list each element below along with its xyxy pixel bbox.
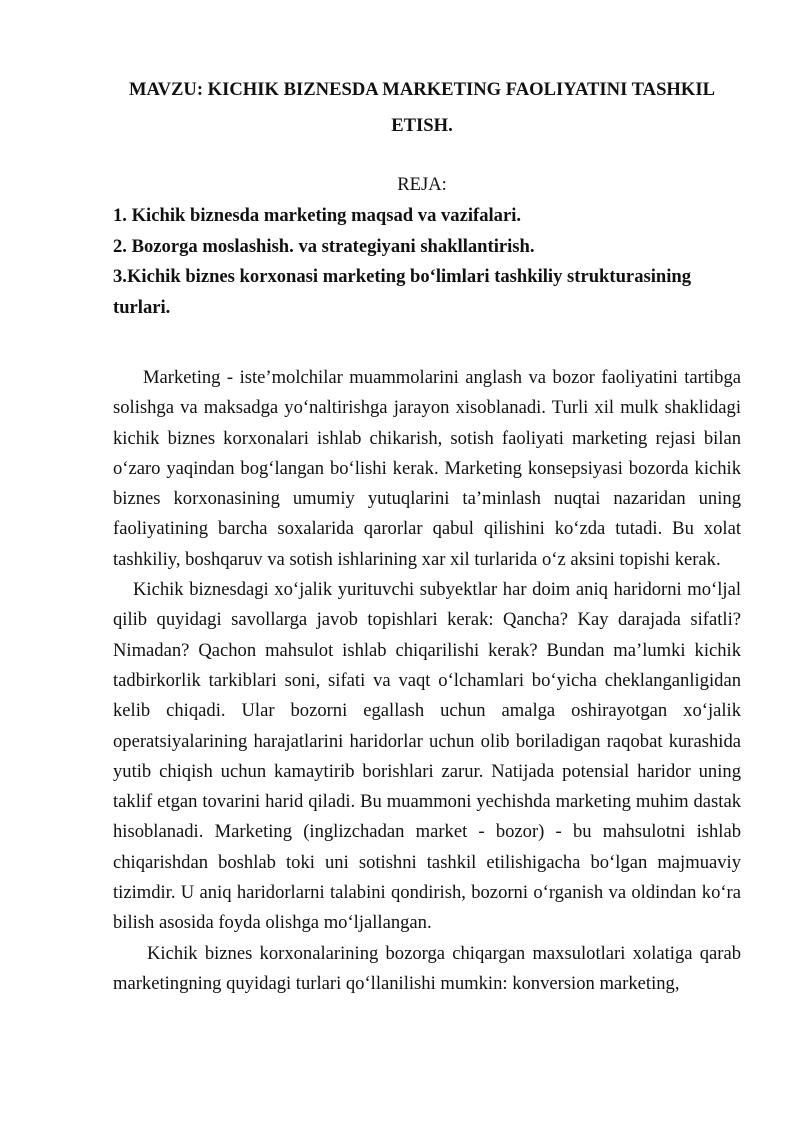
paragraph: Kichik biznes korxonalarining bozorga chiqargan maxsulotlari xolatiga qarab marketingning quyidagi turlari qo‘llanilishi mumkin: konversion marketing,: [113, 942, 741, 994]
plan-heading: REJA:: [397, 174, 447, 195]
document-title: MAVZU: KICHIK BIZNESDA MARKETING FAOLIYATINI TASHKIL ETISH.: [129, 79, 715, 136]
body-text: [113, 363, 741, 999]
paragraph: Kichik biznesdagi xo‘jalik yurituvchi subyektlar har doim aniq haridorni mo‘ljal qilib quyidagi savollarga javob topishlari kerak: Qancha? Kay darajada sifatli? Nimadan? Qachon mahsulot ishlab chiqarilishi kerak? Bundan ma’lumki kichik tadbirkorlik tarkiblari soni, sifati va vaqt o‘lchamlari bo‘yicha cheklanganligidan kelib chiqadi. Ular bozorni egallash uchun amalga oshirayotgan xo‘jalik operatsiyalarining harajatlarini haridorlar uchun olib boriladigan raqobat kurashida yutib chiqish uchun kamaytirib borishlari zarur. Natijada potensial haridor uning taklif etgan tovarini harid qiladi. Bu muammoni yechishda marketing muhim dastak hisoblanadi. Marketing (inglizchadan market - bozor) - bu mahsulotni ishlab chiqarishdan boshlab toki uni sotishni tashkil etilishigacha bo‘lgan majmuaviy tizimdir. U aniq haridorlarni talabini qondirish, bozorni o‘rganish va oldindan ko‘ra bilish asosida foyda olishga mo‘ljallangan.: [113, 579, 741, 934]
plan-item: 1. Kichik biznesda marketing maqsad va vazifalari.: [113, 205, 522, 226]
plan-item: 2. Bozorga moslashish. va strategiyani shakllantirish.: [113, 235, 535, 257]
plan-item: 3.Kichik biznes korxonasi marketing bo‘limlari tashkiliy strukturasining turlari.: [113, 266, 692, 318]
plan-list: [113, 201, 731, 323]
paragraph: Marketing - iste’molchilar muammolarini anglash va bozor faoliyatini tartibga solishga va maksadga yo‘naltirishga jarayon xisoblanadi. Turli xil mulk shaklidagi kichik biznes korxonalari ishlab chikarish, sotish faoliyati marketing rejasi bilan o‘zaro yaqindan bog‘langan bo‘lishi kerak. Marketing konsepsiyasi bozorda kichik biznes korxonasining umumiy yutuqlarini ta’minlash nuqtai nazaridan uning faoliyatining barcha soxalarida qarorlar qabul qilishini ko‘zda tutadi. Bu xolat tashkiliy, boshqaruv va sotish ishlarining xar xil turlarida o‘z aksini topishi kerak.: [113, 367, 741, 570]
